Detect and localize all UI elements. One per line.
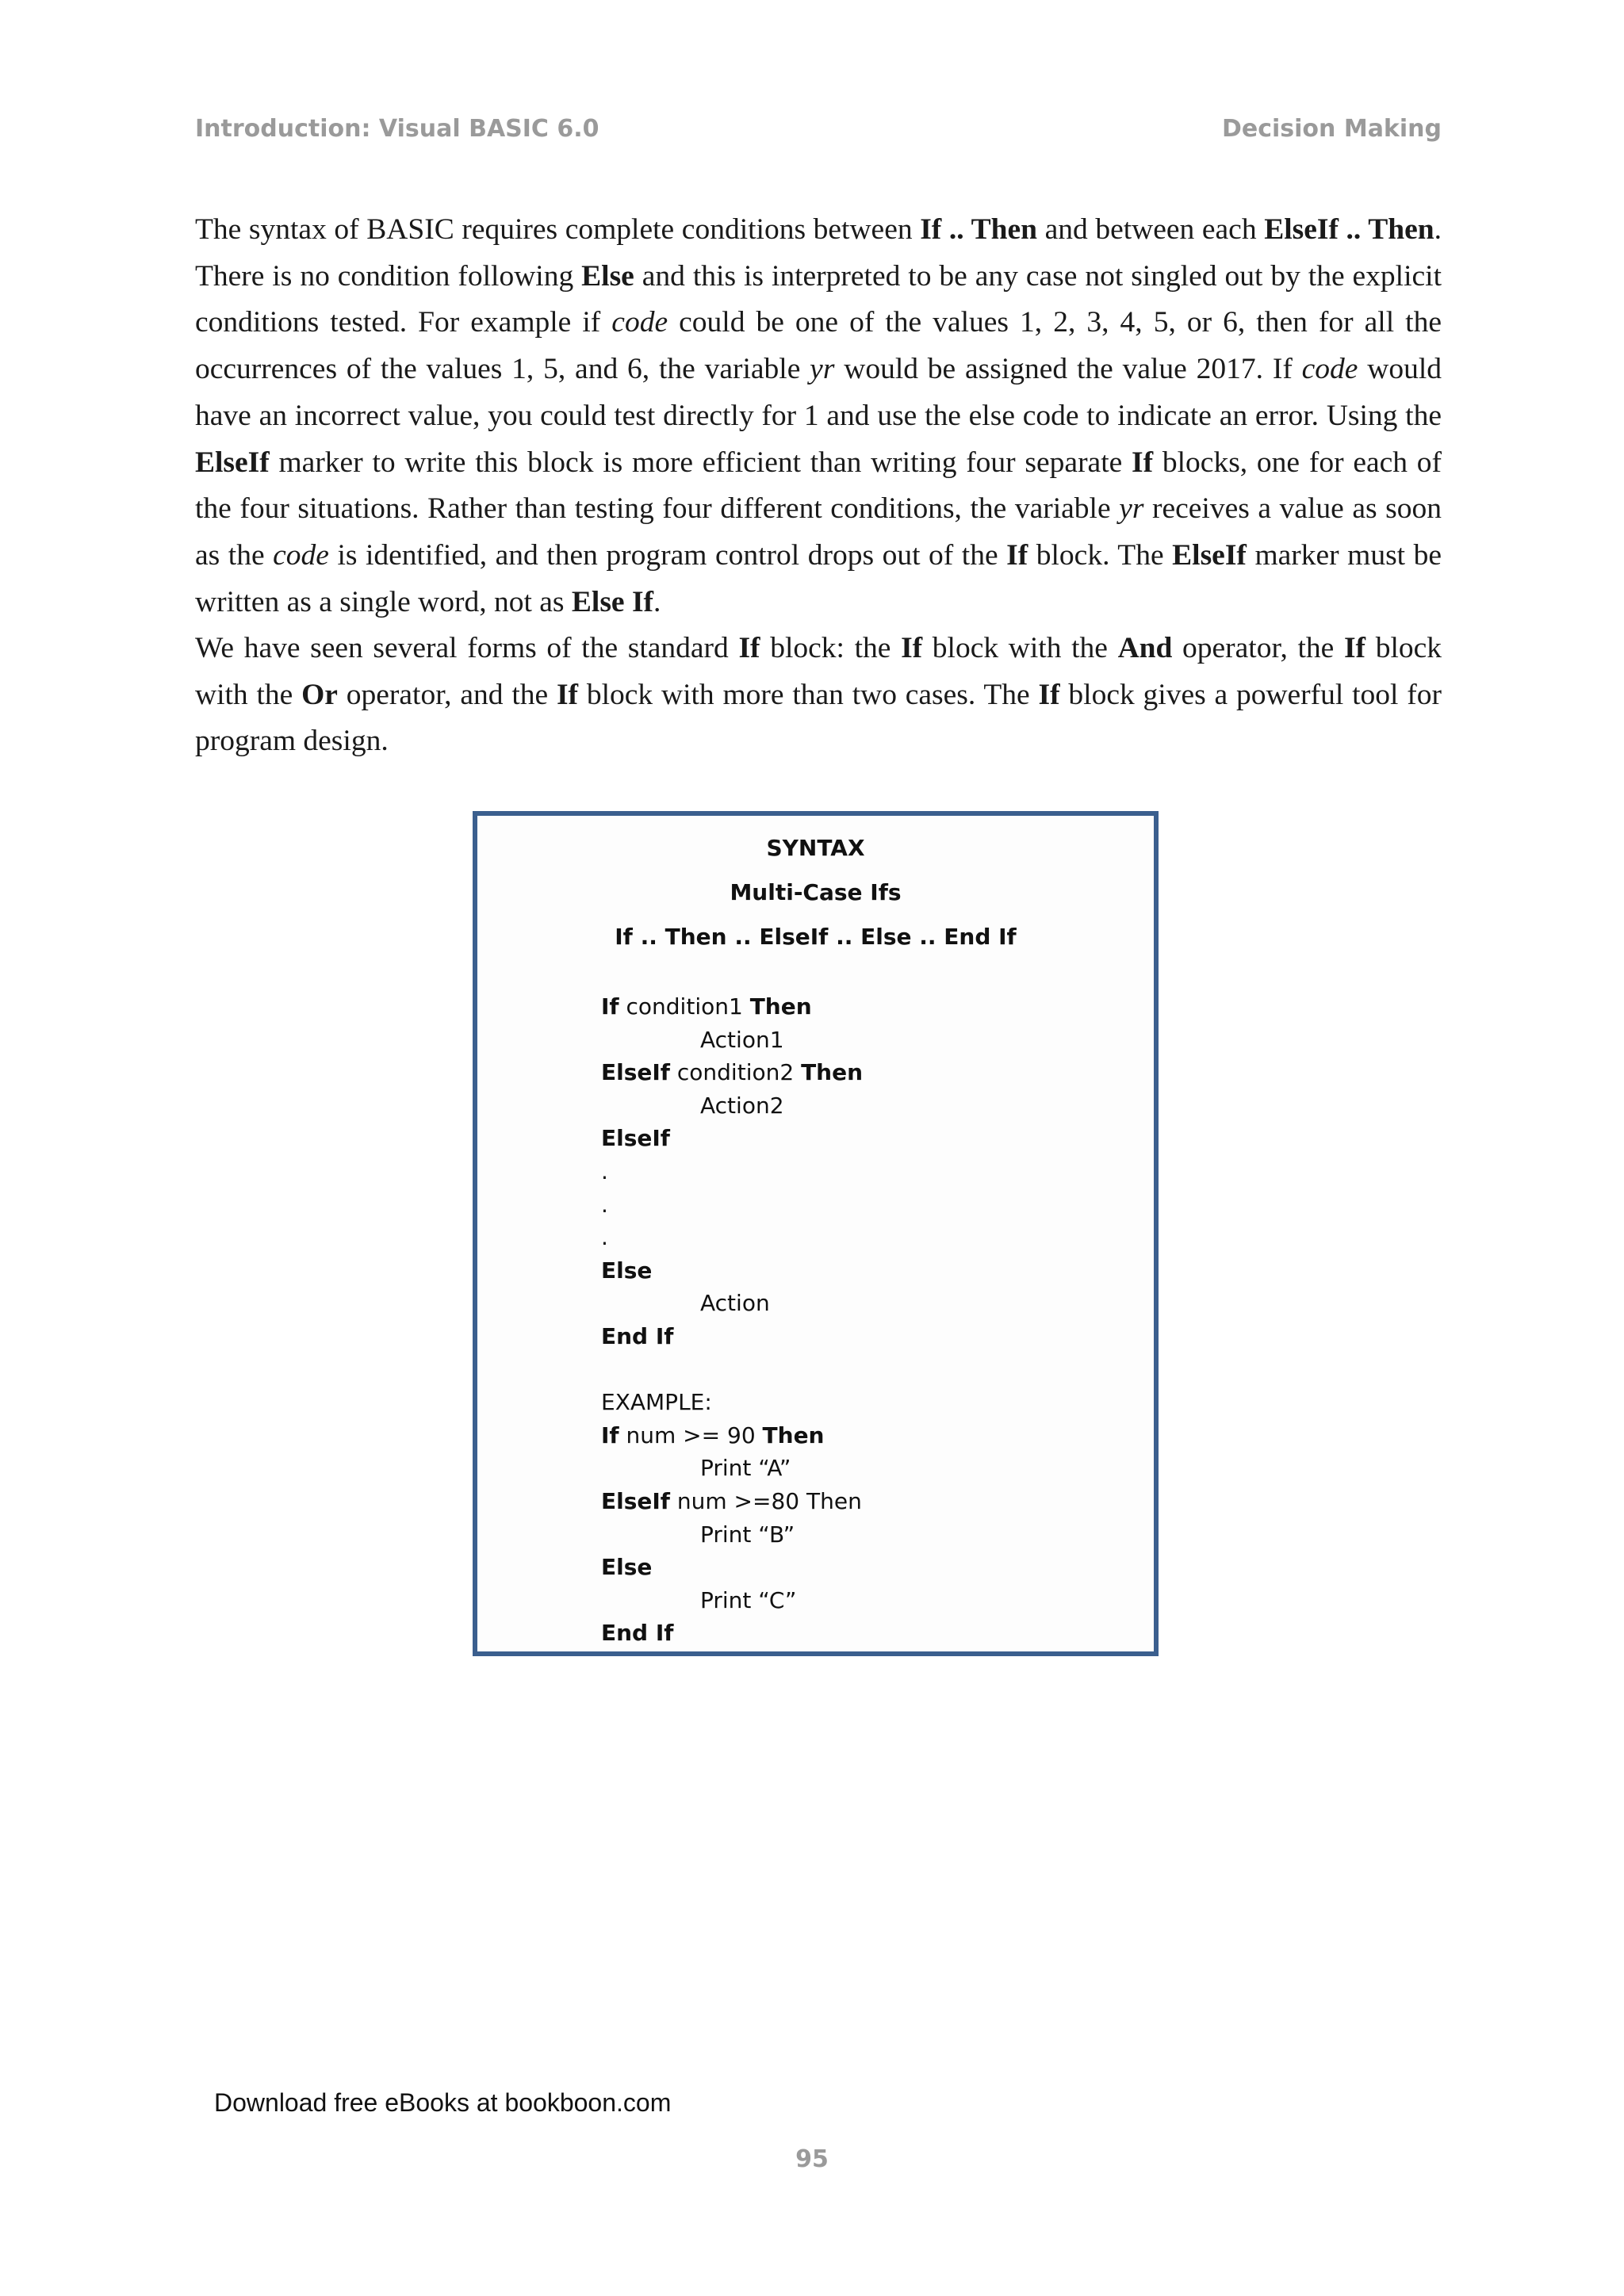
code-line: Action2 [700, 1092, 784, 1119]
syntax-subtitle: Multi-Case Ifs [730, 879, 902, 905]
code-ellipsis-dot: . [601, 1224, 608, 1251]
code-spacer [601, 1353, 863, 1387]
example-line: Print “A” [700, 1455, 791, 1482]
code-line: ElseIf condition2 Then [601, 1059, 864, 1086]
code-line: Action [700, 1290, 770, 1317]
example-line: If num >= 90 Then [601, 1422, 825, 1448]
syntax-title: SYNTAX [766, 835, 865, 861]
page-number: 95 [795, 2145, 829, 2173]
syntax-code-block [601, 990, 863, 1650]
footer-download-link[interactable]: Download free eBooks at bookboon.com [214, 2088, 672, 2117]
paragraph-summary: We have seen several forms of the standard If block: the If block with the And operator, the If block with the Or operator, and the If block with more than two cases. The If block gives a powerful tool for program design. [195, 632, 1442, 758]
header-chapter-title: Decision Making [1221, 115, 1442, 143]
code-ellipsis-dot: . [601, 1191, 608, 1218]
code-line: End If [601, 1322, 674, 1349]
paragraph-syntax-explanation: The syntax of BASIC requires complete conditions between If .. Then and between each ElseIf .. Then. There is no condition following Else and this is interpreted to be any case not singled out by the explicit conditions tested. For example if code could be one of the values 1, 2, 3, 4, 5, or 6, then for all the occurrences of the values 1, 5, and 6, the variable yr would be assigned the value 2017. If code would have an incorrect value, you could test directly for 1 and use the else code to indicate an error. Using the ElseIf marker to write this block is more efficient than writing four separate If blocks, one for each of the four situations. Rather than testing four different conditions, the variable yr receives a value as soon as the code is identified, and then program control drops out of the If block. The ElseIf marker must be written as a single word, not as Else If. [195, 213, 1442, 618]
header-book-title: Introduction: Visual BASIC 6.0 [195, 115, 599, 143]
code-line: ElseIf [601, 1125, 670, 1152]
code-line: If condition1 Then [601, 993, 812, 1020]
example-line: Else [601, 1554, 653, 1581]
code-ellipsis-dot: . [601, 1158, 608, 1184]
running-header [195, 115, 1442, 143]
example-line: Print “B” [700, 1521, 795, 1548]
example-line: ElseIf num >=80 Then [601, 1487, 862, 1514]
code-line: Else [601, 1257, 653, 1284]
example-line: End If [601, 1620, 674, 1647]
syntax-box [473, 811, 1159, 1656]
syntax-form: If .. Then .. ElseIf .. Else .. End If [615, 924, 1017, 950]
example-line: Print “C” [700, 1586, 797, 1613]
example-label: EXAMPLE: [601, 1389, 712, 1416]
code-line: Action1 [700, 1026, 784, 1053]
